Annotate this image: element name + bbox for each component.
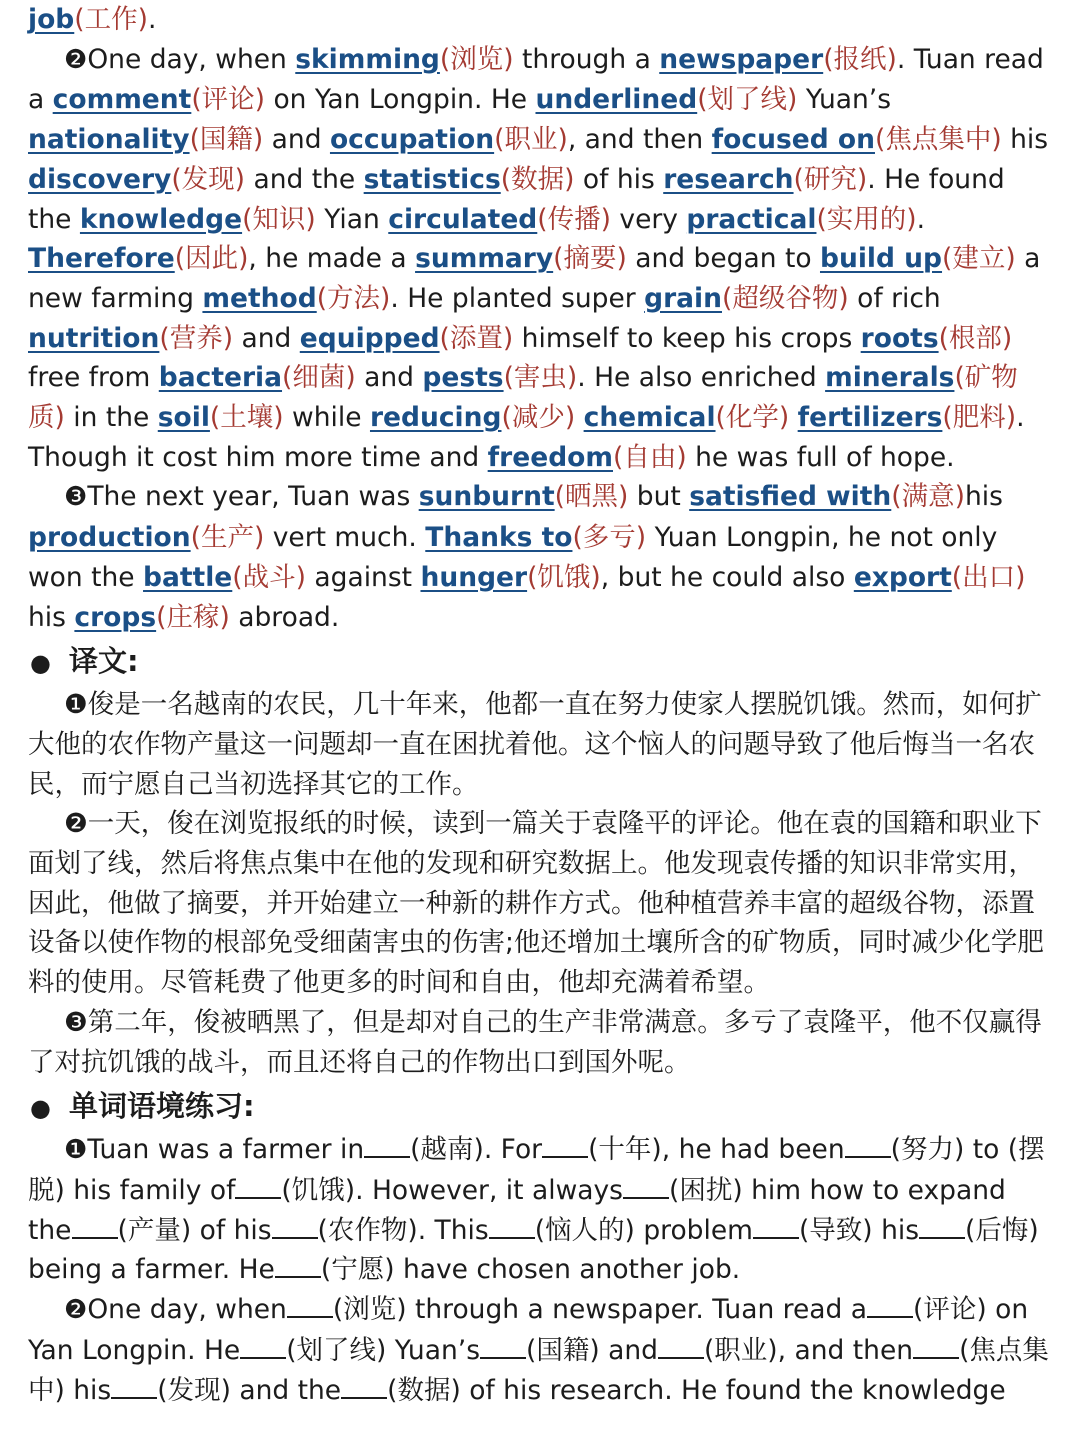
keyword[interactable]: export (853, 561, 952, 593)
text-fragment: (后悔) being a farmer. He (28, 1214, 1039, 1286)
keyword[interactable]: minerals (825, 362, 955, 394)
text-fragment: Yuan’s (797, 84, 892, 116)
keyword[interactable]: research (663, 163, 794, 195)
keyword[interactable]: summary (415, 243, 554, 275)
text-fragment: (导致) his (798, 1214, 920, 1246)
fill-blank[interactable] (235, 1175, 281, 1199)
text-fragment: (划了线) Yuan’s (286, 1334, 480, 1366)
text-fragment: . Tuan read a (28, 43, 1044, 116)
keyword[interactable]: circulated (388, 203, 538, 235)
keyword[interactable]: practical (686, 203, 817, 235)
translation-paragraph-3 (28, 1003, 1052, 1082)
chinese-gloss: (细菌) (282, 362, 356, 394)
text-fragment: . Though it cost him more time and (28, 402, 1025, 473)
chinese-gloss: (研究) (793, 163, 868, 195)
bullet-icon: ● (30, 649, 51, 678)
keyword[interactable]: comment (52, 84, 192, 116)
fill-blank[interactable] (913, 1335, 959, 1359)
chinese-gloss: (矿物质) (28, 362, 1018, 434)
keyword[interactable]: reducing (369, 402, 502, 434)
translation-text: 一天，俊在浏览报纸的时候，读到一篇关于袁隆平的评论。他在袁的国籍和职业下面划了线，然后将焦点集中在他的发现和研究数据上。他发现袁传播的知识非常实用，因此，他做了摘要，并开始建立一种新的耕作方式。他种植营养丰富的超级谷物，添置设备以使作物的根部免受细菌害虫的伤害;他还增加土壤所含的矿物质，同时减少化学肥料的使用。尽管耗费了他更多的时间和自由，他却充满着希望。 (28, 808, 1044, 999)
text-fragment: himself to keep his crops (513, 322, 861, 354)
chinese-gloss: (肥料) (942, 402, 1017, 434)
text-fragment: . He planted super (390, 282, 645, 314)
text-fragment: One day, when (87, 43, 296, 75)
exercise-paragraph-1 (28, 1130, 1052, 1290)
keyword[interactable]: chemical (583, 402, 716, 434)
fill-blank[interactable] (111, 1375, 157, 1399)
text-fragment: (宁愿) have chosen another job. (320, 1254, 741, 1286)
keyword[interactable]: grain (644, 282, 722, 314)
text-fragment: but (628, 481, 690, 513)
text-fragment: (职业), and then (703, 1334, 914, 1366)
text-fragment: and (355, 362, 423, 394)
text-fragment: Tuan was a farmer in (87, 1134, 365, 1166)
text-fragment: (国籍) and (526, 1334, 658, 1366)
chinese-gloss: (减少) (501, 402, 576, 434)
text-fragment: (产量) of his (117, 1214, 272, 1246)
keyword[interactable]: satisfied with (689, 481, 892, 513)
chinese-gloss: (营养) (159, 322, 234, 354)
fill-blank[interactable] (272, 1215, 318, 1239)
keyword[interactable]: hunger (420, 561, 528, 593)
chinese-gloss: (添置) (439, 322, 514, 354)
text-fragment: (越南). For (410, 1134, 543, 1166)
keyword[interactable]: soil (157, 402, 210, 434)
fill-blank[interactable] (919, 1215, 965, 1239)
text-fragment: . He also enriched (577, 362, 826, 394)
chinese-gloss: (摘要) (553, 243, 627, 275)
text-fragment: (十年), he had been (588, 1134, 845, 1166)
text-fragment: while (283, 402, 370, 434)
paragraph-body (28, 44, 1048, 473)
text-fragment: (数据) of his research. He found the knowledge (387, 1374, 1006, 1406)
keyword[interactable]: fertilizers (797, 402, 943, 434)
text-fragment: very (610, 203, 687, 235)
chinese-gloss: (饥饿) (527, 561, 601, 593)
text-fragment: . He found the (28, 163, 1005, 235)
fill-blank[interactable] (753, 1215, 799, 1239)
keyword[interactable]: Therefore (28, 243, 175, 275)
fill-blank[interactable] (275, 1254, 321, 1278)
translation-text: 第二年，俊被晒黑了，但是却对自己的生产非常满意。多亏了袁隆平，他不仅赢得了对抗饥饿的战斗，而且还将自己的作物出口到国外呢。 (28, 1006, 1042, 1078)
text-fragment: (发现) and the (157, 1374, 342, 1406)
keyword[interactable]: crops (74, 601, 157, 633)
keyword[interactable]: focused on (711, 124, 875, 156)
translation-paragraph-2 (28, 804, 1052, 1003)
text-fragment: . (916, 203, 926, 235)
paragraph-number: ❶ (64, 689, 88, 721)
chinese-gloss: (方法) (316, 282, 391, 314)
chinese-gloss: (因此) (174, 243, 249, 275)
fill-blank[interactable] (341, 1375, 387, 1399)
text-fragment: through a (513, 43, 660, 75)
text-fragment: his (28, 601, 75, 633)
chinese-gloss: (评论) (191, 84, 266, 116)
text-fragment: One day, when (87, 1294, 287, 1326)
text-fragment: abroad. (229, 601, 340, 633)
keyword[interactable]: nationality (28, 124, 190, 156)
text-fragment: he was full of hope. (686, 441, 955, 473)
fill-blank[interactable] (867, 1294, 913, 1318)
fill-blank[interactable] (623, 1175, 669, 1199)
text-fragment: , and then (567, 124, 712, 156)
text-fragment: (饥饿). However, it always (281, 1174, 623, 1206)
text-fragment: in the (64, 402, 158, 434)
paragraph-body (28, 481, 1025, 632)
fill-blank[interactable] (542, 1134, 588, 1158)
text-fragment: Yian (315, 203, 389, 235)
keyword[interactable]: method (202, 282, 317, 314)
fill-blank[interactable] (287, 1294, 333, 1318)
heading-text: 单词语境练习: (68, 1089, 255, 1124)
text-fragment: free from (28, 362, 159, 394)
keyword[interactable]: freedom (487, 441, 613, 473)
text-fragment: . (147, 4, 157, 35)
text-fragment: a new farming (28, 243, 1041, 314)
chinese-gloss: (超级谷物) (722, 282, 849, 314)
keyword[interactable]: job (28, 4, 75, 35)
text-fragment: and began to (626, 243, 820, 275)
keyword[interactable]: underlined (535, 84, 698, 116)
chinese-gloss: (战斗) (232, 561, 306, 593)
passage-paragraph-2 (28, 40, 1052, 478)
chinese-gloss: (数据) (500, 163, 575, 195)
text-fragment: (农作物). This (317, 1214, 489, 1246)
text-fragment: his (964, 481, 1003, 513)
paragraph-body (28, 1134, 1045, 1285)
text-fragment: (困扰) him how to expand the (28, 1174, 1006, 1246)
chinese-gloss: (传播) (537, 203, 611, 235)
keyword[interactable]: statistics (363, 163, 501, 195)
chinese-gloss: (国籍) (189, 124, 264, 156)
translation-paragraph-1 (28, 685, 1052, 804)
fill-blank[interactable] (72, 1215, 118, 1239)
chinese-gloss: (焦点集中) (874, 124, 1002, 156)
chinese-gloss: (浏览) (439, 43, 514, 75)
keyword[interactable]: pests (422, 362, 504, 394)
chinese-gloss: (自由) (613, 441, 687, 473)
keyword[interactable]: occupation (329, 124, 495, 156)
chinese-gloss: (发现) (171, 163, 246, 195)
text-fragment: The next year, Tuan was (87, 481, 419, 513)
passage-line-0 (28, 0, 1052, 40)
text-fragment: (努力) to (摆脱) his family of (28, 1134, 1045, 1206)
text-fragment: and (233, 322, 300, 354)
text-fragment: Yuan Longpin, he not only won the (28, 522, 998, 593)
text-fragment: and (263, 124, 330, 156)
keyword[interactable]: nutrition (28, 322, 160, 354)
chinese-gloss: (实用的) (816, 203, 917, 235)
fill-blank[interactable] (480, 1335, 526, 1359)
translation-heading (28, 639, 1052, 685)
paragraph-number: ❸ (64, 482, 88, 513)
text-fragment: his (1001, 124, 1049, 156)
text-fragment: of his (574, 163, 664, 195)
text-fragment: , but he could also (600, 561, 854, 593)
text-fragment: and the (245, 163, 364, 195)
text-fragment: (恼人的) problem (534, 1214, 753, 1246)
paragraph-number: ❶ (64, 1135, 88, 1166)
text-fragment: against (305, 561, 421, 593)
chinese-gloss: (出口) (951, 561, 1026, 593)
paragraph-number: ❸ (64, 1006, 88, 1038)
text-fragment: (评论) on Yan Longpin. He (28, 1294, 1029, 1366)
fill-blank[interactable] (845, 1134, 891, 1158)
chinese-gloss: (报纸) (823, 43, 897, 75)
translation-text: 俊是一名越南的农民，几十年来，他都一直在努力使家人摆脱饥饿。然而，如何扩大他的农作物产量这一问题却一直在困扰着他。这个恼人的问题导致了他后悔当一名农民，而宁愿自己当初选择其它的工作。 (28, 689, 1042, 800)
chinese-gloss: (晒黑) (554, 481, 629, 513)
paragraph-number: ❷ (64, 808, 88, 840)
chinese-gloss: (根部) (938, 322, 1013, 354)
chinese-gloss: (多亏) (572, 522, 647, 554)
exercise-heading (28, 1084, 1052, 1130)
keyword[interactable]: production (28, 522, 191, 554)
passage-paragraph-3 (28, 477, 1052, 637)
chinese-gloss: (职业) (494, 124, 568, 156)
keyword[interactable]: bacteria (158, 362, 283, 394)
chinese-gloss: (化学) (715, 402, 790, 434)
keyword[interactable]: newspaper (659, 43, 824, 75)
text-fragment: , he made a (248, 243, 416, 275)
keyword[interactable]: battle (143, 561, 233, 593)
keyword[interactable]: build up (819, 243, 943, 275)
chinese-gloss: (土壤) (209, 402, 284, 434)
text-fragment: on Yan Longpin. He (265, 84, 536, 116)
chinese-gloss: (划了线) (697, 84, 798, 116)
keyword[interactable]: discovery (28, 163, 172, 195)
keyword[interactable]: sunburnt (418, 481, 555, 513)
fill-blank[interactable] (364, 1134, 410, 1158)
chinese-gloss: (满意) (891, 481, 965, 513)
bullet-icon: ● (30, 1094, 51, 1123)
text-fragment: vert much. (264, 522, 426, 554)
chinese-gloss: (庄稼) (156, 601, 230, 633)
keyword[interactable]: equipped (299, 322, 440, 354)
paragraph-number: ❷ (64, 44, 88, 75)
text-fragment: (焦点集中) his (28, 1334, 1049, 1406)
text-fragment: (浏览) through a newspaper. Tuan read a (332, 1294, 867, 1326)
paragraph-body (28, 1294, 1049, 1405)
heading-text: 译文: (68, 644, 139, 679)
fill-blank[interactable] (658, 1335, 704, 1359)
text-fragment: of rich (848, 282, 941, 314)
paragraph-number: ❷ (64, 1295, 88, 1326)
fill-blank[interactable] (489, 1215, 535, 1239)
chinese-gloss: (建立) (942, 243, 1016, 275)
keyword[interactable]: knowledge (79, 203, 243, 235)
keyword[interactable]: skimming (295, 43, 440, 75)
exercise-paragraph-2 (28, 1290, 1052, 1410)
keyword[interactable]: Thanks to (425, 522, 573, 554)
chinese-gloss: (生产) (190, 522, 265, 554)
text-fragment (575, 402, 583, 433)
chinese-gloss: (工作) (74, 4, 148, 35)
chinese-gloss: (害虫) (503, 362, 578, 394)
text-fragment (789, 402, 797, 433)
chinese-gloss: (知识) (242, 203, 316, 235)
fill-blank[interactable] (240, 1335, 286, 1359)
keyword[interactable]: roots (860, 322, 939, 354)
